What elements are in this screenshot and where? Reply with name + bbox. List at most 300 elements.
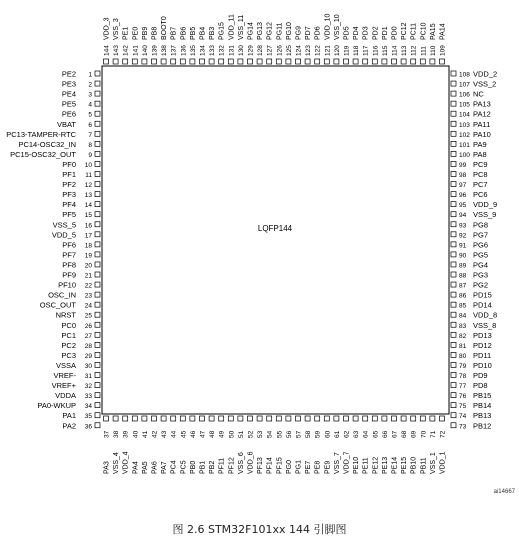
pin-label: VDD_7 — [343, 451, 351, 474]
pin-label: PE9 — [324, 460, 332, 474]
pin-label: PF4 — [62, 200, 76, 210]
pin-label: PF9 — [62, 270, 76, 280]
pin-pad — [451, 192, 456, 197]
pin-pad — [363, 416, 368, 421]
pin-number: 103 — [459, 121, 470, 129]
pin-pad — [95, 222, 100, 227]
pin-pad — [142, 59, 147, 64]
pin-label: PC2 — [61, 340, 76, 350]
pin-number: 83 — [459, 322, 467, 330]
pin-number: 74 — [459, 413, 467, 421]
pin-label: PE4 — [61, 89, 76, 99]
pin-pad — [420, 59, 425, 64]
pin-label: PD12 — [473, 340, 492, 350]
pin-label: PF5 — [62, 210, 76, 220]
pin-number: 132 — [218, 45, 226, 56]
pin-label: PG6 — [473, 240, 489, 250]
pin-number: 105 — [459, 101, 470, 109]
pin-pad — [451, 413, 456, 418]
pin-label: PC1 — [61, 330, 76, 340]
pin-label: PD14 — [473, 300, 492, 310]
pin-pad — [276, 59, 281, 64]
pin-number: 106 — [459, 91, 470, 99]
pin-pad — [95, 312, 100, 317]
pin-pad — [451, 403, 456, 408]
pin-pad — [248, 416, 253, 421]
pin-pad — [451, 322, 456, 327]
pin-pad — [219, 416, 224, 421]
pin-label: PA6 — [151, 461, 159, 474]
pin-number: 22 — [84, 282, 92, 290]
pin-number: 144 — [103, 45, 111, 56]
pin-number: 53 — [257, 430, 265, 438]
pin-label: PG11 — [276, 22, 284, 40]
pin-label: PA8 — [473, 149, 487, 159]
pin-pad — [451, 252, 456, 257]
pin-label: PF3 — [62, 190, 76, 200]
pin-label: PC5 — [180, 460, 188, 474]
pin-number: 77 — [459, 383, 467, 391]
pin-pad — [440, 59, 445, 64]
pin-label: VDD_6 — [247, 451, 255, 474]
pin-pad — [451, 212, 456, 217]
pin-number: 85 — [459, 302, 467, 310]
pin-label: PA7 — [161, 461, 169, 474]
pin-pad — [257, 59, 262, 64]
pin-number: 133 — [209, 45, 217, 56]
pin-label: PE10 — [353, 456, 361, 474]
pin-number: 57 — [295, 430, 303, 438]
pin-pad — [95, 413, 100, 418]
pin-number: 91 — [459, 242, 467, 250]
pin-number: 129 — [247, 45, 255, 56]
pin-pad — [161, 416, 166, 421]
pin-label: PF12 — [228, 457, 236, 474]
pin-pad — [238, 59, 243, 64]
pin-label: PD13 — [473, 330, 492, 340]
pin-number: 109 — [439, 45, 447, 56]
pin-number: 108 — [459, 71, 470, 79]
pin-pad — [95, 272, 100, 277]
pin-pad — [286, 416, 291, 421]
pin-pad — [315, 416, 320, 421]
pin-pad — [95, 121, 100, 126]
pin-number: 128 — [257, 45, 265, 56]
pin-pad — [353, 59, 358, 64]
pin-pad — [451, 272, 456, 277]
pin-label: PC10 — [420, 22, 428, 40]
pin-number: 97 — [459, 182, 467, 190]
pin-label: PF1 — [62, 170, 76, 179]
pin-pad — [315, 59, 320, 64]
pin-number: 66 — [381, 430, 389, 438]
pin-label: PD1 — [381, 26, 389, 40]
pin-number: 139 — [151, 45, 159, 56]
pin-pad — [401, 416, 406, 421]
pin-label: VDD_4 — [122, 451, 130, 474]
pin-label: PG14 — [247, 22, 255, 40]
pin-pad — [209, 59, 214, 64]
pin-pad — [123, 59, 128, 64]
pin-number: 1 — [88, 71, 92, 79]
pin-label: PC6 — [473, 190, 488, 200]
pin-pad — [451, 242, 456, 247]
pin-pad — [95, 202, 100, 207]
pin-label: PF10 — [58, 280, 76, 290]
pin-label: VSS_8 — [473, 320, 497, 330]
pin-pad — [451, 91, 456, 96]
pin-number: 122 — [314, 45, 322, 56]
pin-number: 73 — [459, 423, 467, 431]
pin-label: PB4 — [199, 26, 207, 40]
pin-pad — [248, 59, 253, 64]
pin-label: PE11 — [362, 457, 370, 474]
pin-label: PB15 — [473, 391, 492, 401]
pin-number: 140 — [141, 45, 149, 56]
pin-label: PD10 — [473, 360, 492, 370]
pin-pad — [451, 151, 456, 156]
pin-number: 45 — [180, 430, 188, 438]
pin-label: PA12 — [473, 109, 491, 119]
pin-number: 104 — [459, 111, 470, 119]
pin-pad — [372, 59, 377, 64]
pin-label: PD4 — [353, 26, 361, 40]
pin-label: VSS_1 — [429, 452, 437, 474]
pin-label: PF6 — [62, 240, 76, 250]
pin-label: PB2 — [209, 460, 217, 474]
pin-number: 38 — [113, 430, 121, 438]
pin-label: PA4 — [132, 461, 140, 474]
pin-number: 64 — [362, 430, 370, 438]
pin-pad — [104, 59, 109, 64]
pin-pad — [334, 416, 339, 421]
pin-pad — [190, 59, 195, 64]
pin-label: PB5 — [189, 26, 197, 40]
pin-pad — [104, 416, 109, 421]
pin-pad — [451, 222, 456, 227]
pin-number: 28 — [84, 342, 92, 350]
pin-label: PG10 — [285, 22, 293, 40]
pin-pad — [152, 59, 157, 64]
pin-number: 27 — [84, 332, 92, 340]
pin-label: VDDA — [55, 391, 76, 401]
pin-label: PA1 — [62, 411, 76, 421]
pin-pad — [344, 416, 349, 421]
pin-pad — [95, 373, 100, 378]
pin-label: PA0-WKUP — [37, 401, 76, 411]
pin-pad — [200, 416, 205, 421]
pin-label: PE8 — [314, 460, 322, 474]
pin-label: PE2 — [61, 69, 76, 79]
pin-label: PA13 — [473, 99, 491, 109]
pin-label: PC0 — [61, 320, 76, 330]
pin-number: 98 — [459, 172, 467, 179]
pin-pad — [296, 59, 301, 64]
pin-label: PG3 — [473, 270, 489, 280]
pin-label: PC4 — [170, 460, 178, 474]
pin-pad — [171, 416, 176, 421]
pin-pad — [324, 59, 329, 64]
pin-pad — [451, 71, 456, 76]
pin-label: PC14-OSC32_IN — [18, 139, 76, 149]
pin-number: 41 — [141, 430, 149, 438]
pin-label: PB10 — [410, 456, 418, 474]
pin-label: VSS_7 — [333, 452, 341, 474]
pin-number: 10 — [84, 161, 92, 169]
figure-caption: 图 2.6 STM32F101xx 144 引脚图 — [172, 523, 347, 536]
pin-label: PG1 — [295, 459, 303, 474]
pin-number: 42 — [151, 430, 159, 438]
pin-label: OSC_OUT — [39, 300, 76, 310]
pin-number: 90 — [459, 252, 467, 260]
pin-label: PF8 — [62, 260, 76, 270]
package-label: LQFP144 — [257, 224, 293, 233]
pin-number: 82 — [459, 332, 467, 340]
pin-pad — [420, 416, 425, 421]
pin-number: 113 — [401, 45, 409, 56]
pin-number: 114 — [391, 45, 399, 56]
pin-label: PG9 — [295, 25, 303, 40]
pin-number: 131 — [228, 45, 236, 56]
pin-label: PF2 — [62, 180, 76, 190]
pin-label: PD15 — [473, 290, 492, 300]
pin-number: 101 — [459, 141, 470, 149]
pin-label: VDD_10 — [324, 13, 332, 40]
pin-label: PE14 — [391, 456, 399, 474]
pin-label: VBAT — [56, 119, 76, 129]
pin-number: 121 — [324, 45, 332, 56]
pin-label: PA15 — [429, 23, 437, 40]
pin-number: 30 — [84, 362, 92, 370]
pin-label: PA3 — [103, 461, 111, 474]
pin-number: 60 — [324, 430, 332, 438]
pin-pad — [95, 212, 100, 217]
pin-label: VREF+ — [51, 381, 76, 391]
pin-pad — [324, 416, 329, 421]
pin-number: 115 — [381, 45, 389, 56]
pin-pad — [276, 416, 281, 421]
pin-pad — [113, 416, 118, 421]
pin-pad — [296, 416, 301, 421]
pin-label: PE13 — [381, 456, 389, 474]
pin-pad — [95, 111, 100, 116]
pin-number: 62 — [343, 430, 351, 438]
pin-label: VSS_10 — [333, 14, 341, 40]
pin-number: 23 — [84, 292, 92, 300]
pin-label: VSSA — [55, 360, 76, 370]
pin-number: 126 — [276, 45, 284, 56]
pin-number: 141 — [132, 45, 140, 56]
pin-pad — [344, 59, 349, 64]
pin-pad — [451, 111, 456, 116]
pin-number: 65 — [372, 430, 380, 438]
pin-number: 25 — [84, 312, 92, 320]
pin-label: PB11 — [420, 457, 428, 474]
pin-label: VSS_3 — [113, 18, 121, 40]
pin-pad — [451, 383, 456, 388]
pin-label: PG7 — [473, 230, 489, 240]
pin-number: 75 — [459, 403, 467, 411]
pin-number: 119 — [343, 45, 351, 56]
pin-number: 87 — [459, 282, 467, 290]
pin-label: NC — [473, 89, 484, 99]
pin-number: 125 — [285, 45, 293, 56]
pin-label: PE6 — [61, 109, 76, 119]
pin-label: PF0 — [62, 159, 76, 169]
pin-pad — [392, 416, 397, 421]
pin-label: PD9 — [473, 371, 488, 380]
pin-number: 9 — [88, 151, 92, 159]
pin-number: 15 — [84, 212, 92, 220]
pin-number: 48 — [209, 430, 217, 438]
pin-pad — [334, 59, 339, 64]
pin-pad — [440, 416, 445, 421]
pin-pad — [363, 59, 368, 64]
pin-pad — [382, 59, 387, 64]
pin-pad — [286, 59, 291, 64]
pin-number: 7 — [88, 131, 92, 139]
pin-pad — [238, 416, 243, 421]
pin-number: 120 — [333, 45, 341, 56]
pin-pad — [95, 91, 100, 96]
pin-pad — [267, 59, 272, 64]
pin-number: 135 — [189, 45, 197, 56]
pin-number: 50 — [228, 430, 236, 438]
pin-label: PE7 — [305, 460, 313, 474]
pin-group — [6, 13, 497, 474]
pin-pad — [305, 416, 310, 421]
pin-pad — [132, 416, 137, 421]
pin-number: 40 — [132, 430, 140, 438]
pin-label: PE15 — [401, 456, 409, 474]
pin-label: PB0 — [189, 460, 197, 474]
pin-number: 36 — [84, 423, 92, 431]
pin-number: 81 — [459, 342, 467, 350]
pin-label: PA9 — [473, 139, 487, 149]
figure-id: ai14667 — [493, 489, 515, 495]
pin-number: 12 — [84, 182, 92, 190]
pin-number: 51 — [237, 430, 245, 438]
pin-label: BOOT0 — [161, 16, 169, 40]
pin-label: PA10 — [473, 129, 491, 139]
pin-number: 55 — [276, 430, 284, 438]
pin-pad — [401, 59, 406, 64]
pin-number: 94 — [459, 212, 467, 220]
pin-number: 63 — [353, 430, 361, 438]
pin-label: PB12 — [473, 421, 492, 431]
pin-pad — [305, 59, 310, 64]
pin-pad — [372, 416, 377, 421]
pin-pad — [95, 292, 100, 297]
pin-label: PE12 — [372, 456, 380, 474]
pin-label: PC11 — [410, 23, 418, 40]
pin-pad — [95, 332, 100, 337]
pin-number: 137 — [170, 45, 178, 56]
pin-pad — [95, 282, 100, 287]
pin-label: PE1 — [122, 26, 130, 40]
pin-label: VDD_2 — [473, 69, 498, 79]
pin-number: 4 — [88, 101, 92, 109]
pin-pad — [95, 71, 100, 76]
pin-number: 29 — [84, 352, 92, 360]
pin-pad — [95, 362, 100, 367]
pin-pad — [353, 416, 358, 421]
pin-pad — [451, 161, 456, 166]
pin-pad — [161, 59, 166, 64]
pin-pad — [180, 416, 185, 421]
pin-pad — [257, 416, 262, 421]
pin-number: 13 — [84, 192, 92, 200]
pin-number: 16 — [84, 222, 92, 230]
pin-pad — [95, 161, 100, 166]
pin-label: PG12 — [266, 22, 274, 40]
pin-number: 2 — [88, 81, 92, 89]
pin-pad — [451, 262, 456, 267]
pin-number: 111 — [420, 46, 428, 56]
pin-number: 26 — [84, 322, 92, 330]
pin-pad — [180, 59, 185, 64]
pin-number: 5 — [88, 111, 92, 119]
pin-pad — [95, 393, 100, 398]
pin-number: 54 — [266, 430, 274, 438]
pin-pad — [451, 141, 456, 146]
pin-label: OSC_IN — [48, 290, 76, 300]
pin-pad — [95, 232, 100, 237]
pin-label: PE5 — [61, 99, 76, 109]
pin-label: PF13 — [257, 457, 265, 474]
pin-label: PC8 — [473, 170, 488, 179]
pin-pad — [451, 81, 456, 86]
pin-number: 79 — [459, 362, 467, 370]
pin-pad — [451, 101, 456, 106]
pin-number: 68 — [401, 430, 409, 438]
pin-pad — [95, 182, 100, 187]
pin-number: 117 — [362, 45, 370, 56]
pin-number: 14 — [84, 202, 92, 210]
pin-label: PG13 — [257, 22, 265, 40]
pin-pad — [113, 59, 118, 64]
pin-number: 46 — [189, 430, 197, 438]
pin-label: PA14 — [439, 23, 447, 40]
pin-pad — [95, 81, 100, 86]
pin-number: 59 — [314, 430, 322, 438]
pin-label: PD11 — [473, 350, 492, 360]
pin-pad — [411, 59, 416, 64]
pin-number: 100 — [459, 151, 470, 159]
pin-label: PB8 — [151, 26, 159, 40]
pin-label: PG15 — [218, 22, 226, 40]
pin-number: 142 — [122, 45, 130, 56]
pin-pad — [95, 101, 100, 106]
pin-pad — [95, 192, 100, 197]
pin-pad — [95, 151, 100, 156]
pin-number: 39 — [122, 430, 130, 438]
pin-number: 92 — [459, 232, 467, 240]
pin-number: 124 — [295, 45, 303, 56]
pin-pad — [451, 352, 456, 357]
pin-label: VSS_11 — [237, 14, 245, 40]
pin-label: PC13-TAMPER-RTC — [6, 129, 76, 139]
pin-pad — [451, 182, 456, 187]
pin-number: 138 — [161, 45, 169, 56]
pin-number: 89 — [459, 262, 467, 270]
pin-number: 20 — [84, 262, 92, 270]
pin-pad — [200, 59, 205, 64]
pin-number: 136 — [180, 45, 188, 56]
pin-number: 58 — [305, 430, 313, 438]
pin-pad — [95, 403, 100, 408]
pin-number: 110 — [429, 45, 437, 56]
